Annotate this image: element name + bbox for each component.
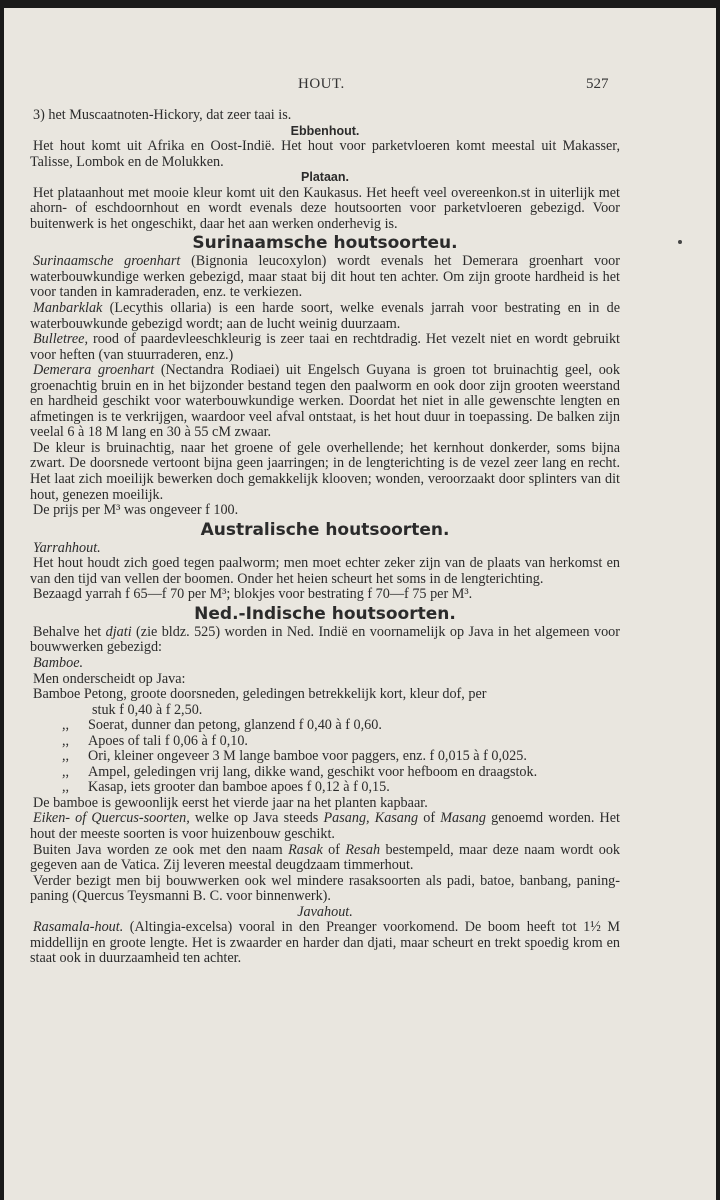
paragraph-text: Buiten Java worden ze ook met den naam [33, 841, 289, 858]
term: Rasak [288, 841, 323, 858]
species-heading: Javahout. [297, 903, 353, 920]
paragraph: Men onderscheidt op Java: [33, 670, 186, 687]
species-heading: Yarrahhout. [33, 539, 101, 556]
list-continuation: stuk f 0,40 à f 2,50. [92, 701, 203, 718]
list-item-text: Apoes of tali f 0,06 à f 0,10. [88, 732, 248, 749]
term: Resah [345, 841, 381, 858]
paragraph: De prijs per M³ was ongeveer f 100. [33, 502, 239, 519]
term: Demerara groenhart [33, 362, 155, 379]
paragraph: Verder bezigt men bij bouwwerken ook wel mindere rasaksoorten als padi, batoe, banbang, paning-paning (Quercus Teysmanni B. C. voor binnenwerk). [30, 872, 620, 905]
list-item-text: Soerat, dunner dan petong, glanzend f 0,40 à f 0,60. [88, 717, 382, 734]
paragraph-text: (Bignonia leucoxylon) wordt evenals het Demerara groenhart voor waterbouwkundige werken gebezigd, maar staat bij dit hout ten achter. Om zijn groote hardheid is het voor tanden in kamraderaden, enz. te verkiezen. [30, 253, 620, 301]
section-heading: Ned.-Indische houtsoorten. [194, 603, 456, 624]
paragraph [30, 843, 620, 874]
paragraph [30, 254, 620, 301]
paragraph: De bamboe is gewoonlijk eerst het vierde jaar na het planten kapbaar. [33, 794, 428, 811]
term: Pasang, Kasang [323, 810, 419, 827]
list-item-text: Kasap, iets grooter dan bamboe apoes f 0,12 à f 0,15. [88, 779, 390, 796]
bamboo-list-item [30, 749, 620, 765]
paragraph [30, 301, 620, 332]
paragraph-text: Behalve het [33, 623, 106, 640]
paragraph [30, 920, 620, 967]
paragraph-text: (zie bldz. 525) worden in Ned. Indië en voornamelijk op Java in het algemeen voor bouwwerken gebezigd: [30, 623, 620, 656]
page-number: 527 [586, 76, 609, 92]
term: Manbarklak [33, 300, 103, 317]
ditto-mark: ,, [62, 763, 70, 780]
page-body-text [30, 108, 620, 967]
term: djati [105, 623, 132, 640]
term: Eiken- of Quercus-soorten, [33, 810, 190, 827]
speck [678, 240, 682, 244]
paragraph-text: bestempeld, maar deze naam wordt ook gegeven aan de Vatica. Zij leveren meestal deugdzaam timmerhout. [30, 841, 621, 874]
paragraph-text: of [418, 810, 441, 827]
term: Masang [440, 810, 486, 827]
term: Bulletree, [33, 331, 89, 348]
paragraph-text: (Lecythis ollaria) is een harde soort, welke evenals jarrah voor bestrating en in de waterbouwkunde gebezigd wordt; aan de lucht weinig duurzaam. [30, 300, 620, 332]
paragraph: Het hout komt uit Afrika en Oost-Indië. Het hout voor parketvloeren komt meestal uit Makasser, Talisse, Lombok en de Molukken. [30, 138, 620, 170]
running-header [4, 76, 716, 100]
bamboo-list-item [30, 780, 620, 796]
paragraph: Het plataanhout met mooie kleur komt uit den Kaukasus. Het heeft veel overeenkon.st in uiterlijk met ahorn- of eschdoornhout en wordt evenals deze houtsoorten voor parketvloeren gebezigd. Voor buitenwerk is het ongeschikt, daar het aan werken onderhevig is. [30, 184, 620, 232]
ditto-mark: ,, [62, 748, 70, 765]
bamboo-list-item [30, 718, 620, 734]
species-heading: Bamboe. [33, 654, 84, 671]
paragraph [30, 363, 620, 441]
paragraph: De kleur is bruinachtig, naar het groene of gele overhellende; het kernhout donkerder, soms bijna zwart. De doorsnede vertoont bijna geen jaarringen; in de lengterichting is de vezel zeer lang en recht. Het laat zich moeilijk bewerken doch gemakkelijk klooven; wonden, veroorzaakt door splinters van dit hout, genezen moeilijk. [30, 439, 620, 503]
section-heading: Australische houtsoorten. [200, 519, 450, 540]
paragraph: Het hout houdt zich goed tegen paalworm; men moet echter zeker zijn van de plaats van herkomst en van den tijd van vellen der boomen. Onder het heien scheurt het soms in de lengterichting. [30, 555, 620, 587]
book-page [4, 8, 716, 1200]
paragraph [30, 811, 620, 842]
term: Rasamala-hout. [33, 919, 124, 936]
ditto-mark: ,, [62, 732, 70, 749]
term: Surinaamsche groenhart [33, 253, 181, 270]
subsection-heading: Plataan. [301, 170, 349, 185]
paragraph-text: genoemd worden. Het hout der meeste soorten is voor huizenbouw geschikt. [30, 810, 620, 842]
paragraph-text: (Nectandra Rodiaei) uit Engelsch Guyana is groen tot bruinachtig geel, ook groenachtig bruin en in het bijzonder bestand tegen den paalworm en ook door zijn grooten weerstand en hardheid geschikt voor waterbouwkundige werken. Doordat het niet in alle gewenschte lengten en afmetingen is te verkrijgen, waardoor veel afval ontstaat, is het hout duur in toepassing. De balken zijn veelal 6 à 18 M lang en 30 à 55 cM zwaar. [30, 362, 620, 441]
paragraph: Bezaagd yarrah f 65—f 70 per M³; blokjes voor bestrating f 70—f 75 per M³. [33, 586, 473, 603]
paragraph: 3) het Muscaatnoten-Hickory, dat zeer taai is. [33, 107, 292, 123]
paragraph: Bamboe Petong, groote doorsneden, geledingen betrekkelijk kort, kleur dof, per [33, 686, 487, 703]
paragraph [30, 625, 620, 656]
bamboo-list-item [30, 765, 620, 781]
paragraph-text: rood of paardevleeschkleurig is zeer taai en rechtdradig. Het vezelt niet en wordt gebruikt voor heften (van stuurraderen, enz.) [30, 331, 620, 363]
paragraph-text: (Altingia-excelsa) vooral in den Preanger voorkomend. De boom heeft tot 1½ M middellijn en groote lengte. Het is zwaarder en harder dan djati, maar scheurt en trekt spoedig krom en staat ook in duurzaamheid ten achter. [30, 919, 620, 967]
paragraph-text: welke op Java steeds [189, 810, 324, 827]
header-title: HOUT. [298, 76, 345, 92]
paragraph [30, 332, 620, 363]
list-item-text: Ori, kleiner ongeveer 3 M lange bamboe voor paggers, enz. f 0,015 à f 0,025. [88, 748, 527, 765]
section-heading: Surinaamsche houtsoorteu. [192, 233, 458, 254]
ditto-mark: ,, [62, 717, 70, 734]
list-item-text: Ampel, geledingen vrij lang, dikke wand, geschikt voor hefboom en draagstok. [88, 763, 538, 780]
ditto-mark: ,, [62, 779, 70, 796]
paragraph-text: of [322, 841, 346, 858]
bamboo-list-item [30, 734, 620, 750]
subsection-heading: Ebbenhout. [290, 123, 360, 138]
